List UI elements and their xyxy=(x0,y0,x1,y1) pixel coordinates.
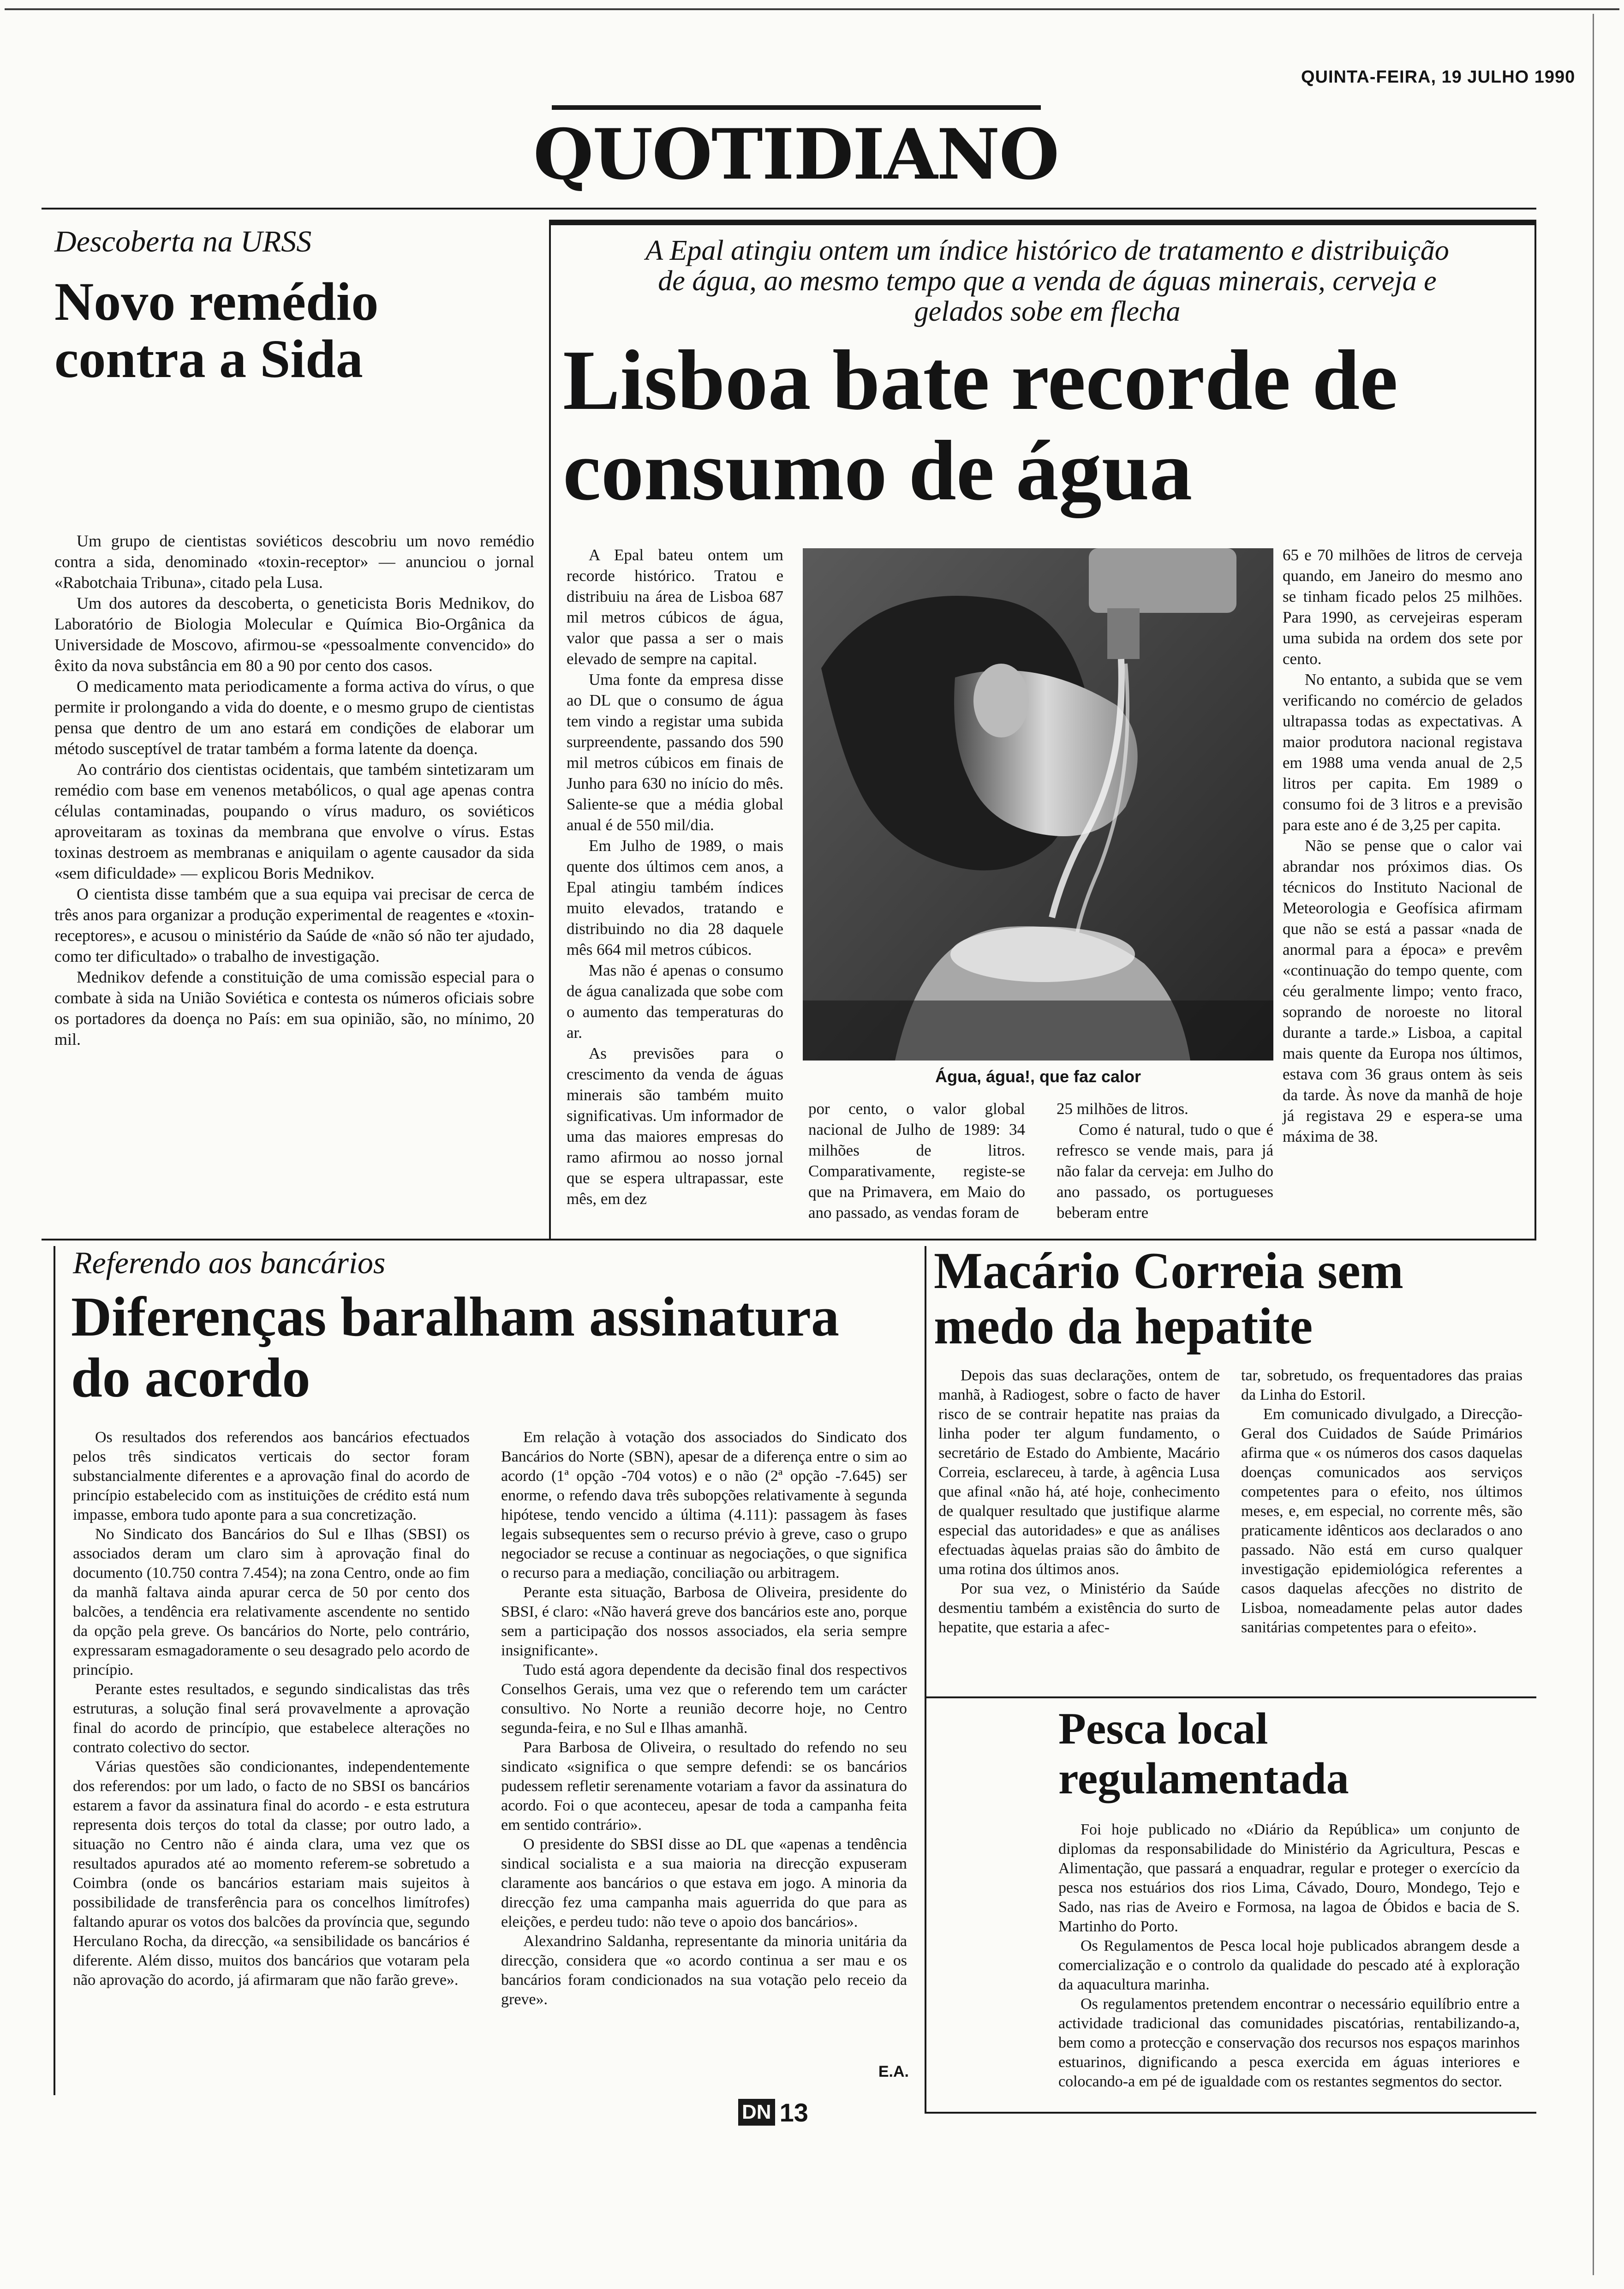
sida-paragraph: O medicamento mata periodicamente a forma activa do vírus, o que permite ir prolongando a vida do doente, e o mesmo grupo de cientistas pensa que dentro de um ano estará em condições de elaborar um método susceptível de tratar também a forma latente da doença. xyxy=(54,677,534,758)
hepatite-paragraph: tar, sobretudo, os frequentadores das praias da Linha do Estoril. xyxy=(1241,1367,1522,1403)
sida-paragraph: Ao contrário dos cientistas ocidentais, que também sintetizaram um remédio com base em venenos metabólicos, o qual age apenas contra células contaminadas, poupando o vírus maduro, os soviéticos aproveitaram as toxinas da membrana que envolve o vírus. Estas toxinas destroem as membranas e aniquilam o agente causador da sida «sem dificuldade» — explicou Boris Mednikov. xyxy=(54,760,534,882)
photo-caption: Água, água!, que faz calor xyxy=(935,1067,1141,1086)
bancarios-paragraph: Tudo está agora dependente da decisão final dos respectivos Conselhos Gerais, uma vez que o referendo tem um carácter consultivo. No Norte a reunião decorre hoje, no Centro segunda-feira, e no Sul e Ilhas amanhã. xyxy=(501,1661,907,1737)
agua-paragraph: Em Julho de 1989, o mais quente dos últimos cem anos, a Epal atingiu também índices muito elevados, tratando e distribuindo no dia 28 daquele mês 664 mil metros cúbicos. xyxy=(567,837,783,959)
sida-paragraph: O cientista disse também que a sua equipa vai precisar de cerca de três anos para organizar a produção experimental de reagentes e «toxin-receptores», e acusou o ministério da Saúde de «não só não ter ajudado, como ter dificultado» o trabalho de investigação. xyxy=(54,885,534,965)
bancarios-column-2 xyxy=(501,1428,907,2009)
agua-column-4 xyxy=(1283,545,1522,1147)
top-frame-rule xyxy=(42,208,1536,210)
agua-paragraph: Não se pense que o calor vai abrandar nos próximos dias. Os técnicos do Instituto Nacional de Meteorologia e Geofísica afirmam que não se está a passar «nada de anormal para a época» e prevêm «continuação do tempo quente, com céu geralmente limpo; vento fraco, soprando de noroeste no litoral durante a tarde.» Lisboa, a capital mais quente da Europa nos últimos, estava com 36 graus ontem às seis da tarde. Às nove da manhã de hoje já registava 29 e espera-se uma máxima de 38. xyxy=(1283,837,1522,1145)
pesca-body xyxy=(1058,1820,1520,2091)
agua-column-3 xyxy=(1057,1098,1273,1223)
right-scan-edge xyxy=(1593,14,1594,2275)
bancarios-paragraph: O presidente do SBSI disse ao DL que «apenas a tendência sindical socialista e a sua maioria na direcção expuseram claramente aos bancários o que estava em jogo. A minoria da direcção fez uma campanha mais aguerrida do que para as eleições, e perdeu tudo: não teve o apoio dos bancários». xyxy=(501,1836,907,1930)
bancarios-paragraph: Para Barbosa de Oliveira, o resultado do refendo no seu sindicato «significa o que sempre defendi: se os bancários pudessem refletir serenamente votariam a favor da assinatura do acordo. Foi o que aconteceu, apesar de toda a campanha feita em sentido contrário». xyxy=(501,1739,907,1834)
water-fountain-photo xyxy=(803,548,1273,1061)
photo-illustration xyxy=(803,548,1273,1061)
page-number: 13 xyxy=(779,2097,808,2127)
bancarios-left-rule xyxy=(54,1246,55,2095)
bancarios-paragraph: Perante esta situação, Barbosa de Oliveira, presidente do SBSI, é claro: «Não haverá greve dos bancários este ano, porque sem a participação dos nossos associados, ela seria sempre insignificante». xyxy=(501,1584,907,1659)
bancarios-signature: E.A. xyxy=(878,2063,909,2080)
agua-paragraph: A Epal bateu ontem um recorde histórico. Tratou e distribuiu na área de Lisboa 687 mil metros cúbicos de água, valor que passa a ser o mais elevado de sempre na capital. xyxy=(567,546,783,668)
agua-column-1 xyxy=(567,545,783,1209)
hepatite-column-2 xyxy=(1241,1366,1522,1637)
hepatite-headline: Macário Correia sem medo da hepatite xyxy=(934,1242,1403,1355)
pesca-bottom-rule xyxy=(925,2112,1536,2114)
agua-paragraph: 65 e 70 milhões de litros de cerveja quando, em Janeiro do mesmo ano se tinham ficado pelos 25 milhões. Para 1990, as cervejeiras esperam uma subida na ordem dos sete por cento. xyxy=(1283,546,1522,668)
mid-frame-rule xyxy=(42,1239,1536,1240)
agua-kicker: A Epal atingiu ontem um índice histórico de tratamento e distribuição de água, ao mesmo tempo que a venda de águas minerais, cerveja e gelados sobe em flecha xyxy=(645,235,1449,327)
agua-headline: Lisboa bate recorde de consumo de água xyxy=(563,333,1398,518)
bancarios-paragraph: Em relação à votação dos associados do Sindicato dos Bancários do Norte (SBN), apesar de a diferença entre o sim ao acordo (1ª opção -704 votos) e o não (2ª opção -7.645) ser enorme, o refendo dava três subopções relativamente à segunda hipótese, tendo vencido a última (4.111): passagem às fases legais subsequentes sem o recurso prévio à greve, caso o grupo negociador se recuse a continuar as negociações, o que significa o recurso para a mediação, conciliação ou arbitragem. xyxy=(501,1429,907,1582)
agua-paragraph: No entanto, a subida que se vem verificando no comércio de gelados ultrapassa todas as expectativas. A maior produtora nacional registava em 1988 uma venda anual de 2,5 litros per capita. Em 1989 o consumo foi de 3 litros e a previsão para este ano é de 3,25 per capita. xyxy=(1283,671,1522,834)
top-scan-edge xyxy=(5,8,1619,10)
bancarios-paragraph: No Sindicato dos Bancários do Sul e Ilhas (SBSI) os associados deram um claro sim à aprovação final do documento (10.750 contra 7.454); na zona Centro, onde ao fim da manhã faltava ainda apurar cerca de 50 por cento dos balcões, a tendência era relativamente ascendente no sentido da opção pela greve. Os bancários do Norte, pelo contrário, expressaram esmagadoramente o seu desagrado pelo acordo de princípio. xyxy=(73,1526,470,1678)
pesca-paragraph: Os Regulamentos de Pesca local hoje publicados abrangem desde a comercialização e o controlo da qualidade do pescado até à exploração da aquacultura marinha. xyxy=(1058,1937,1520,1993)
sida-kicker: Descoberta na URSS xyxy=(54,225,312,258)
agua-paragraph: 25 milhões de litros. xyxy=(1057,1100,1188,1118)
agua-paragraph: por cento, o valor global nacional de Julho de 1989: 34 milhões de litros. Comparativamente, registe-se que na Primavera, em Maio do ano passado, as vendas foram de xyxy=(808,1100,1025,1222)
agua-heavy-rule xyxy=(549,220,1536,225)
page-date: QUINTA-FEIRA, 19 JULHO 1990 xyxy=(1301,67,1576,87)
pesca-headline: Pesca local regulamentada xyxy=(1058,1704,1349,1804)
bancarios-paragraph: Perante estes resultados, e segundo sindicalistas das três estruturas, a solução final será provavelmente a aprovação final do acordo de princípio, que estabelece alterações no contrato colectivo do sector. xyxy=(73,1681,470,1756)
column-divider-rule xyxy=(925,1246,926,2114)
publication-logo: DN xyxy=(738,2099,775,2126)
agua-column-2 xyxy=(808,1098,1025,1223)
bancarios-kicker: Referendo aos bancários xyxy=(73,1245,386,1280)
hepatite-paragraph: Em comunicado divulgado, a Direcção-Geral dos Cuidados de Saúde Primários afirma que « os números dos casos daquelas doenças comunicados aos serviços competentes para o efeito, nos últimos meses, e, em especial, no corrente mês, são praticamente idênticos aos declarados o ano passado. Não está em curso qualquer investigação epidemiológica referentes a casos daquelas afecções no distrito de Lisboa, nomeadamente pelas autor dades sanitárias competentes para o efeito». xyxy=(1241,1406,1522,1636)
pesca-top-rule xyxy=(925,1696,1536,1698)
agua-paragraph: As previsões para o crescimento da venda de águas minerais são também muito significativas. Um informador de uma das maiores empresas do ramo afirmou ao nosso jornal que se espera ultrapassar, este mês, em dez xyxy=(567,1044,783,1208)
pesca-paragraph: Foi hoje publicado no «Diário da República» um conjunto de diplomas da responsabilidade do Ministério da Agricultura, Pescas e Alimentação, que passará a enquadrar, regular e proteger o exercício da pesca nos estuários dos rios Lima, Cávado, Douro, Mondego, Tejo e Sado, nas rias de Aveiro e Formosa, na lagoa de Óbidos e bacia de S. Martinho do Porto. xyxy=(1058,1821,1520,1935)
hepatite-column-1 xyxy=(938,1366,1220,1637)
sida-headline: Novo remédio contra a Sida xyxy=(54,271,379,389)
hepatite-paragraph: Depois das suas declarações, ontem de manhã, à Radiogest, sobre o facto de haver risco de se contrair hepatite nas praias da linha poder ter algum fundamento, o secretário de Estado do Ambiente, Macário Correia, esclareceu, à tarde, à agência Lusa que afinal «não há, até hoje, conhecimento de qualquer resultado que justifique alarme especial das autoridades» e que as análises efectuadas àquelas praias são do âmbito de uma rotina dos últimos anos. xyxy=(938,1367,1220,1578)
hepatite-paragraph: Por sua vez, o Ministério da Saúde desmentiu também a existência do surto de hepatite, que estaria a afec- xyxy=(938,1580,1220,1636)
pesca-paragraph: Os regulamentos pretendem encontrar o necessário equilíbrio entre a actividade tradicional das comunidades piscatórias, rentabilizando-a, bem como a protecção e conservação dos recursos nos espaços marinhos estuarinos, dignificando a pesca exercida em águas interiores e colocando-a em pé de igualdade com os restantes segmentos do sector. xyxy=(1058,1995,1520,2090)
agua-paragraph: Mas não é apenas o consumo de água canalizada que sobe com o aumento das temperaturas do ar. xyxy=(567,961,783,1042)
bancarios-paragraph: Várias questões são condicionantes, independentemente dos referendos: por um lado, o facto de no SBSI os bancários estarem a favor da assinatura final do acordo - e esta estrutura representa dois terços do total da classe; por outro lado, a situação no Centro não é ainda clara, uma vez que os resultados apurados até ao momento referem-se sobretudo a Coimbra (onde os bancários estariam mais sujeitos à possibilidade de transferência para os concelhos limítrofes) faltando apurar os votos dos balcões da província que, segundo Herculano Rocha, da direcção, «a sensibilidade os bancários é diferente. Além disso, muitos dos bancários que votaram pela não aprovação do acordo, já afirmaram que não farão greve». xyxy=(73,1758,470,1989)
bancarios-paragraph: Os resultados dos referendos aos bancários efectuados pelos três sindicatos verticais do sector foram substancialmente diferentes e a aprovação final do acordo de princípio estabelecido com as instituições de crédito está num impasse, embora tudo aponte para a sua concretização. xyxy=(73,1429,470,1523)
agua-right-rule xyxy=(1534,220,1536,1240)
bancarios-column-1 xyxy=(73,1428,470,1990)
sida-paragraph: Um grupo de cientistas soviéticos descobriu um novo remédio contra a sida, denominado «toxin-receptor» — anunciou o jornal «Rabotchaia Tribuna», citado pela Lusa. xyxy=(54,532,534,592)
agua-left-rule xyxy=(549,220,551,1240)
sida-paragraph: Mednikov defende a constituição de uma comissão especial para o combate à sida na União Soviética e contesta os números oficiais sobre os portadores da doença no País: em sua opinião, são, no mínimo, 20 mil. xyxy=(54,968,534,1049)
bancarios-headline: Diferenças baralham assinatura do acordo xyxy=(71,1286,840,1409)
agua-paragraph: Como é natural, tudo o que é refresco se vende mais, para já não falar da cerveja: em Julho do ano passado, os portugueses beberam entre xyxy=(1057,1121,1273,1222)
section-masthead: QUOTIDIANO xyxy=(533,114,1059,195)
agua-paragraph: Uma fonte da empresa disse ao DL que o consumo de água tem vindo a registar uma subida surpreendente, passando dos 590 mil metros cúbicos em finais de Junho para 630 no início do mês. Saliente-se que a média global anual é de 550 mil/dia. xyxy=(567,671,783,834)
bancarios-paragraph: Alexandrino Saldanha, representante da minoria unitária da direcção, considera que «o acordo continua a ser mau e os bancários foram condicionados na sua votação pelo receio da greve». xyxy=(501,1933,907,2008)
sida-body xyxy=(54,531,534,1050)
masthead-rule xyxy=(552,105,1041,110)
page-folio xyxy=(738,2096,808,2128)
sida-paragraph: Um dos autores da descoberta, o geneticista Boris Mednikov, do Laboratório de Biologia Molecular e Química Bio-Orgânica da Universidade de Moscovo, afirmou-se «pessoalmente convencido» do êxito da nova substância em 80 a 90 por cento dos casos. xyxy=(54,594,534,675)
